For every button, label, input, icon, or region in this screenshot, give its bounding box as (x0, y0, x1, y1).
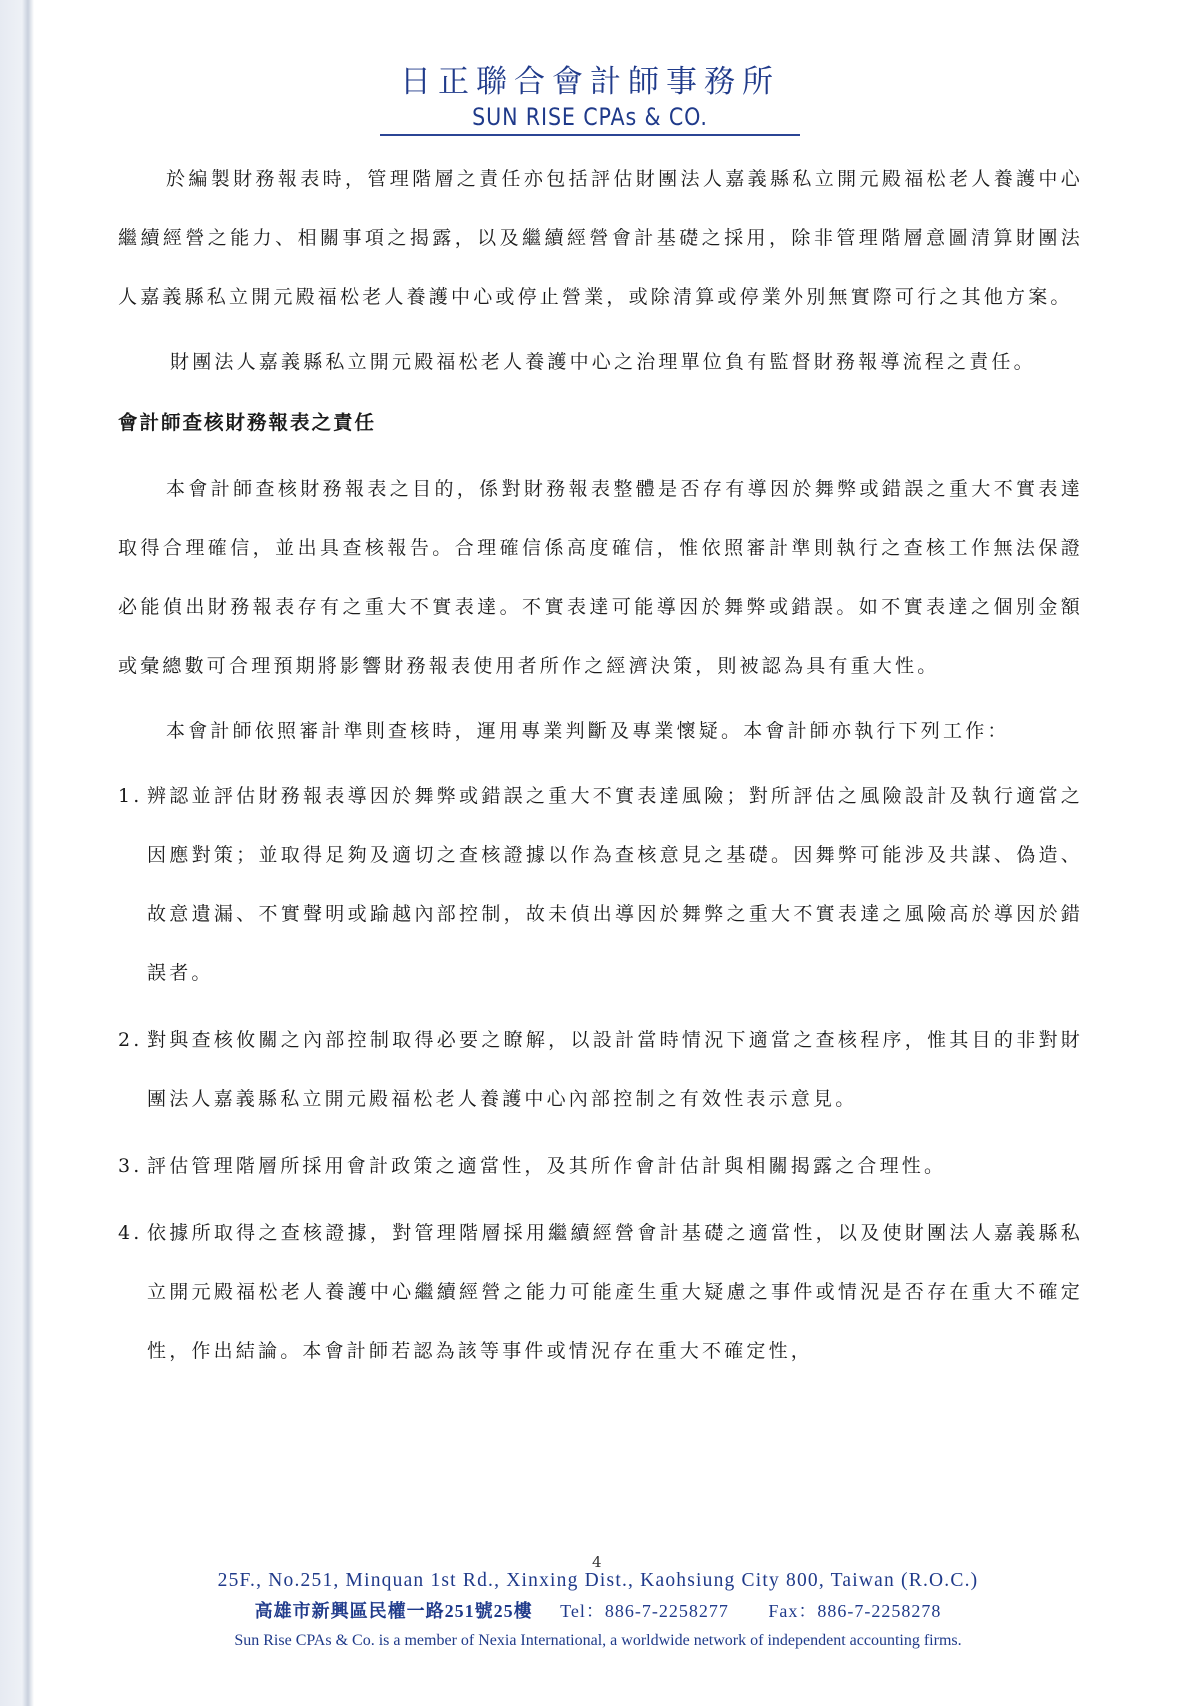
footer (118, 1566, 1078, 1656)
footer-fax: Fax：886-7-2258278 (768, 1601, 942, 1621)
list-item (118, 767, 1083, 1003)
footer-address-chinese: 高雄市新興區民權一路251號25樓 (254, 1601, 533, 1621)
firm-name-english: SUN RISE CPAs & CO. (472, 103, 708, 131)
letterhead-underline (380, 134, 800, 136)
letterhead (370, 62, 810, 136)
paragraph-management-going-concern: 於編製財務報表時，管理階層之責任亦包括評估財團法人嘉義縣私立開元殿福松老人養護中心繼續經營之能力、相關事項之揭露，以及繼續經營會計基礎之採用，除非管理階層意圖清算財團法人嘉義縣私立開元殿福松老人養護中心或停止營業，或除清算或停業外別無實際可行之其他方案。 (118, 168, 1083, 308)
list-item (118, 1204, 1083, 1381)
paragraph-governance: 財團法人嘉義縣私立開元殿福松老人養護中心之治理單位負有監督財務報導流程之責任。 (170, 351, 1036, 373)
paragraph-procedures-intro: 本會計師依照審計準則查核時，運用專業判斷及專業懷疑。本會計師亦執行下列工作： (166, 720, 1010, 742)
footer-address-english: 25F., No.251, Minquan 1st Rd., Xinxing Dist., Kaohsiung City 800, Taiwan (R.O.C.) (217, 1570, 979, 1591)
list-item (118, 1137, 1083, 1196)
report-body (118, 150, 1083, 1389)
footer-contact-line (118, 1596, 1078, 1626)
paragraph-audit-objective: 本會計師查核財務報表之目的，係對財務報表整體是否存有導因於舞弊或錯誤之重大不實表達取得合理確信，並出具查核報告。合理確信係高度確信，惟依照審計準則執行之查核工作無法保證必能偵出財務報表存有之重大不實表達。不實表達可能導因於舞弊或錯誤。如不實表達之個別金額或彙總數可合理預期將影響財務報表使用者所作之經濟決策，則被認為具有重大性。 (118, 478, 1083, 677)
list-item-text: 對與查核攸關之內部控制取得必要之瞭解，以設計當時情況下適當之查核程序，惟其目的非對財團法人嘉義縣私立開元殿福松老人養護中心內部控制之有效性表示意見。 (147, 1029, 1083, 1110)
section-heading-auditor-responsibility: 會計師查核財務報表之責任 (118, 411, 377, 434)
footer-telephone: Tel：886-7-2258277 (560, 1601, 729, 1621)
list-item (118, 1011, 1083, 1129)
page-number: 4 (592, 1553, 602, 1571)
list-item-number: 4. (118, 1222, 143, 1244)
scan-left-edge (0, 0, 34, 1706)
footer-network-note: Sun Rise CPAs & Co. is a member of Nexia International, a worldwide network of independent accounting firms. (234, 1632, 962, 1649)
list-item-text: 依據所取得之查核證據，對管理階層採用繼續經營會計基礎之適當性，以及使財團法人嘉義縣私立開元殿福松老人養護中心繼續經營之能力可能產生重大疑慮之事件或情況是否存在重大不確定性，作出結論。本會計師若認為該等事件或情況存在重大不確定性， (147, 1222, 1083, 1362)
firm-name-chinese: 日正聯合會計師事務所 (400, 64, 780, 100)
list-item-text: 評估管理階層所採用會計政策之適當性，及其所作會計估計與相關揭露之合理性。 (147, 1155, 947, 1177)
list-item-number: 3. (118, 1155, 143, 1177)
list-item-number: 2. (118, 1029, 143, 1051)
list-item-number: 1. (118, 785, 143, 807)
list-item-text: 辨認並評估財務報表導因於舞弊或錯誤之重大不實表達風險；對所評估之風險設計及執行適當之因應對策；並取得足夠及適切之查核證據以作為查核意見之基礎。因舞弊可能涉及共謀、偽造、故意遺漏、不實聲明或踰越內部控制，故未偵出導因於舞弊之重大不實表達之風險高於導因於錯誤者。 (147, 785, 1083, 984)
